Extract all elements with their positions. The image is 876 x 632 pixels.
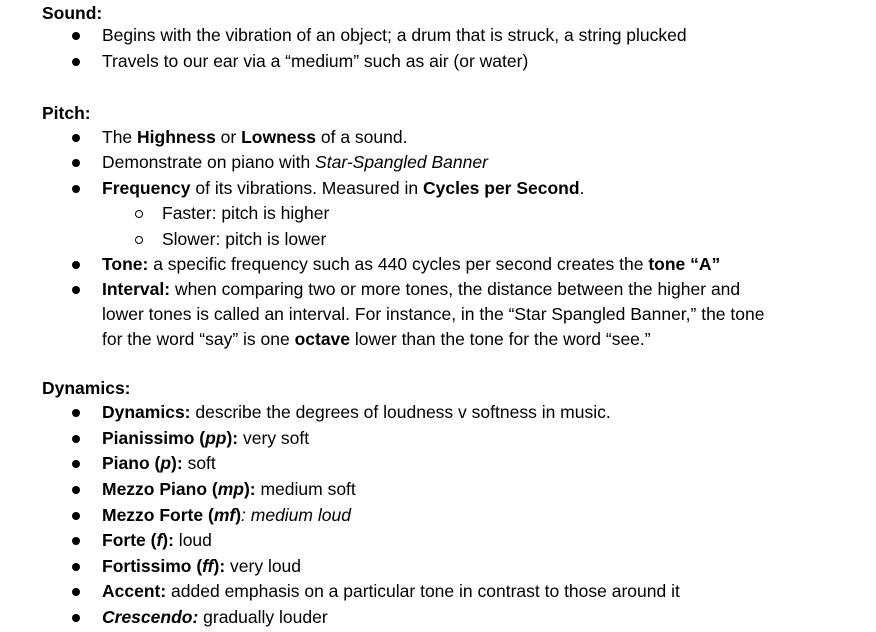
bullet-icon xyxy=(72,537,80,545)
sound-item-2: Travels to our ear via a “medium” such as air (or water) xyxy=(102,51,529,71)
dynamics-item-8: Accent: added emphasis on a particular tone in contrast to those around it xyxy=(102,581,680,601)
bullet-icon xyxy=(72,563,80,571)
dynamics-item-1: Dynamics: describe the degrees of loudness v softness in music. xyxy=(102,402,611,422)
dynamics-item-4: Mezzo Piano (mp): medium soft xyxy=(102,479,356,499)
bullet-icon xyxy=(72,32,80,40)
dynamics-item-7: Fortissimo (ff): very loud xyxy=(102,556,302,576)
bullet-icon xyxy=(72,512,80,520)
bullet-icon xyxy=(72,58,80,66)
pitch-item-5-line-3: for the word “say” is one octave lower than the tone for the word “see.” xyxy=(102,329,651,349)
bullet-icon xyxy=(72,435,80,443)
pitch-item-4: Tone: a specific frequency such as 440 cycles per second creates the tone “A” xyxy=(102,254,721,274)
circle-bullet-icon xyxy=(135,236,143,244)
dynamics-item-9: Crescendo: gradually louder xyxy=(102,607,328,627)
bullet-icon xyxy=(72,588,80,596)
bullet-icon xyxy=(72,486,80,494)
bullet-icon xyxy=(72,460,80,468)
sound-heading: Sound: xyxy=(42,3,103,23)
dynamics-item-3: Piano (p): soft xyxy=(102,453,216,473)
sound-item-1: Begins with the vibration of an object; a drum that is struck, a string plucked xyxy=(102,25,687,45)
bullet-icon xyxy=(72,134,80,142)
dynamics-heading: Dynamics: xyxy=(42,378,131,398)
bullet-icon xyxy=(72,185,80,193)
circle-bullet-icon xyxy=(135,210,143,218)
bullet-icon xyxy=(72,409,80,417)
pitch-heading: Pitch: xyxy=(42,103,91,123)
pitch-item-2: Demonstrate on piano with Star-Spangled Banner xyxy=(102,152,488,172)
dynamics-item-6: Forte (f): loud xyxy=(102,530,212,550)
pitch-sub-item-1: Faster: pitch is higher xyxy=(162,203,330,223)
pitch-item-5-line-1: Interval: when comparing two or more tones, the distance between the higher and xyxy=(102,279,741,299)
pitch-item-5-line-2: lower tones is called an interval. For instance, in the “Star Spangled Banner,” the tone xyxy=(102,304,765,324)
bullet-icon xyxy=(72,614,80,622)
pitch-item-3: Frequency of its vibrations. Measured in Cycles per Second. xyxy=(102,178,585,198)
pitch-sub-item-2: Slower: pitch is lower xyxy=(162,229,327,249)
bullet-icon xyxy=(72,286,80,294)
pitch-item-1: The Highness or Lowness of a sound. xyxy=(102,127,408,147)
bullet-icon xyxy=(72,261,80,269)
dynamics-item-2: Pianissimo (pp): very soft xyxy=(102,428,310,448)
bullet-icon xyxy=(72,159,80,167)
dynamics-item-5: Mezzo Forte (mf): medium loud xyxy=(102,505,351,525)
